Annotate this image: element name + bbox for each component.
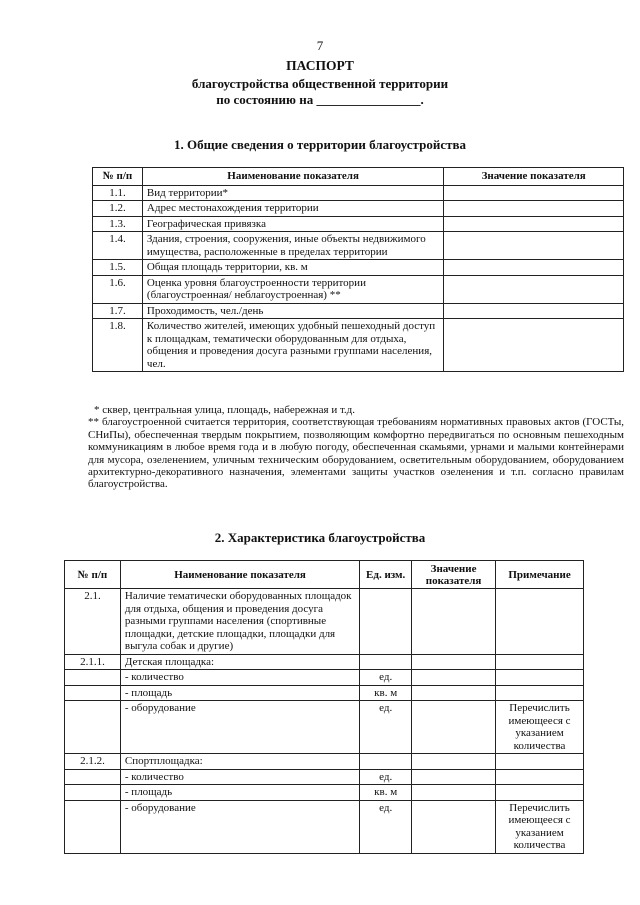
- table-row: [65, 670, 584, 686]
- row-note: [496, 769, 584, 785]
- row-indicator: Наличие тематически оборудованных площадок для отдыха, общения и проведения досуга разными группами населения (спортивные площадки, детские площадки, площадки для выгула собак и другие): [120, 589, 359, 655]
- page-number: 7: [316, 38, 324, 53]
- row-indicator: Оценка уровня благоустроенности территории (благоустроенная/ неблагоустроенная) **: [142, 275, 443, 303]
- table-row: [65, 589, 584, 655]
- row-number: 1.6.: [93, 275, 143, 303]
- row-value-cell: [444, 303, 624, 319]
- row-unit: ед.: [360, 769, 412, 785]
- row-number: 2.1.2.: [65, 754, 121, 770]
- column-header-indicator: Наименование показателя: [142, 168, 443, 186]
- row-indicator: Общая площадь территории, кв. м: [142, 260, 443, 276]
- row-value-cell: [412, 800, 496, 853]
- table-row: [93, 275, 624, 303]
- row-note: [496, 754, 584, 770]
- column-header-indicator: Наименование показателя: [120, 561, 359, 589]
- row-note: [496, 654, 584, 670]
- row-indicator: - площадь: [120, 685, 359, 701]
- row-number: 2.1.: [65, 589, 121, 655]
- row-indicator: Детская площадка:: [120, 654, 359, 670]
- row-number: 1.3.: [93, 216, 143, 232]
- row-number: 1.8.: [93, 319, 143, 372]
- row-number: [65, 769, 121, 785]
- table-row: [65, 769, 584, 785]
- row-value-cell: [412, 701, 496, 754]
- row-unit: ед.: [360, 800, 412, 853]
- row-note: Перечислить имеющееся с указанием количества: [496, 701, 584, 754]
- row-indicator: Количество жителей, имеющих удобный пешеходный доступ к площадкам, тематически оборудованным для отдыха, общения и проведения досуга разными группами населения, чел.: [142, 319, 443, 372]
- row-value-cell: [412, 769, 496, 785]
- row-value-cell: [412, 654, 496, 670]
- row-indicator: Здания, строения, сооружения, иные объекты недвижимого имущества, расположенные в пределах территории: [142, 232, 443, 260]
- row-number: 1.2.: [93, 201, 143, 217]
- row-number: [65, 785, 121, 801]
- row-value-cell: [412, 754, 496, 770]
- section-2-heading: 2. Характеристика благоустройства: [214, 530, 426, 545]
- row-indicator: Спортплощадка:: [120, 754, 359, 770]
- row-indicator: Адрес местонахождения территории: [142, 201, 443, 217]
- row-number: 1.7.: [93, 303, 143, 319]
- row-value-cell: [444, 216, 624, 232]
- row-indicator: - площадь: [120, 785, 359, 801]
- row-number: 1.4.: [93, 232, 143, 260]
- row-number: 1.5.: [93, 260, 143, 276]
- footnotes: [88, 404, 624, 491]
- table-row: [65, 754, 584, 770]
- table-row: [93, 216, 624, 232]
- row-indicator: - количество: [120, 769, 359, 785]
- row-number: [65, 701, 121, 754]
- table-row: [93, 319, 624, 372]
- row-value-cell: [412, 685, 496, 701]
- row-number: [65, 670, 121, 686]
- row-indicator: Вид территории*: [142, 185, 443, 201]
- row-indicator: Географическая привязка: [142, 216, 443, 232]
- table-row: [93, 201, 624, 217]
- row-note: [496, 670, 584, 686]
- row-value-cell: [444, 201, 624, 217]
- row-value-cell: [444, 319, 624, 372]
- row-value-cell: [412, 785, 496, 801]
- row-value-cell: [412, 589, 496, 655]
- footnote-1: * сквер, центральная улица, площадь, набережная и т.д.: [94, 404, 356, 416]
- table-row: [93, 260, 624, 276]
- table-row: [93, 185, 624, 201]
- row-value-cell: [444, 260, 624, 276]
- improvement-characteristics-table: [64, 560, 584, 854]
- row-note: [496, 589, 584, 655]
- table-row: [65, 785, 584, 801]
- row-unit: кв. м: [360, 685, 412, 701]
- row-note: [496, 685, 584, 701]
- row-indicator: Проходимость, чел./день: [142, 303, 443, 319]
- row-unit: ед.: [360, 670, 412, 686]
- table-row: [65, 654, 584, 670]
- table-row: [65, 800, 584, 853]
- row-unit: [360, 754, 412, 770]
- column-header-value: Значение показателя: [444, 168, 624, 186]
- table-header-row: [65, 561, 584, 589]
- row-indicator: - количество: [120, 670, 359, 686]
- column-header-number: № п/п: [65, 561, 121, 589]
- general-info-table: [92, 167, 624, 372]
- row-number: 1.1.: [93, 185, 143, 201]
- row-unit: кв. м: [360, 785, 412, 801]
- column-header-unit: Ед. изм.: [360, 561, 412, 589]
- section-1-heading: 1. Общие сведения о территории благоустройства: [174, 137, 466, 152]
- row-value-cell: [412, 670, 496, 686]
- row-value-cell: [444, 185, 624, 201]
- document-title: ПАСПОРТ: [286, 58, 354, 73]
- row-value-cell: [444, 232, 624, 260]
- row-indicator: - оборудование: [120, 800, 359, 853]
- table-row: [93, 303, 624, 319]
- as-of-date-line: по состоянию на ________________.: [216, 92, 424, 107]
- table-header-row: [93, 168, 624, 186]
- row-unit: [360, 654, 412, 670]
- document-subtitle: благоустройства общественной территории: [191, 76, 449, 91]
- column-header-value: Значение показателя: [412, 561, 496, 589]
- row-number: [65, 685, 121, 701]
- row-unit: ед.: [360, 701, 412, 754]
- row-number: [65, 800, 121, 853]
- row-note: Перечислить имеющееся с указанием количества: [496, 800, 584, 853]
- row-number: 2.1.1.: [65, 654, 121, 670]
- row-note: [496, 785, 584, 801]
- row-unit: [360, 589, 412, 655]
- row-value-cell: [444, 275, 624, 303]
- table-row: [65, 701, 584, 754]
- row-indicator: - оборудование: [120, 701, 359, 754]
- column-header-number: № п/п: [93, 168, 143, 186]
- column-header-note: Примечание: [496, 561, 584, 589]
- footnote-2: ** благоустроенной считается территория, соответствующая требованиям нормативных правовых актов (ГОСТы, СНиПы), обеспеченная твердым покрытием, позволяющим комфортно передвигаться по основным пешеходным коммуникациям в любое время года и в любую погоду, обеспеченная скамьями, урнами и малыми контейнерами для мусора, озеленением, уличным техническим оборудованием, осветительным оборудованием, оборудованием архитектурно-декоративного назначения, элементами защиты участков озеленения и т.п. согласно правилам благоустройства.: [88, 416, 624, 491]
- table-row: [93, 232, 624, 260]
- table-row: [65, 685, 584, 701]
